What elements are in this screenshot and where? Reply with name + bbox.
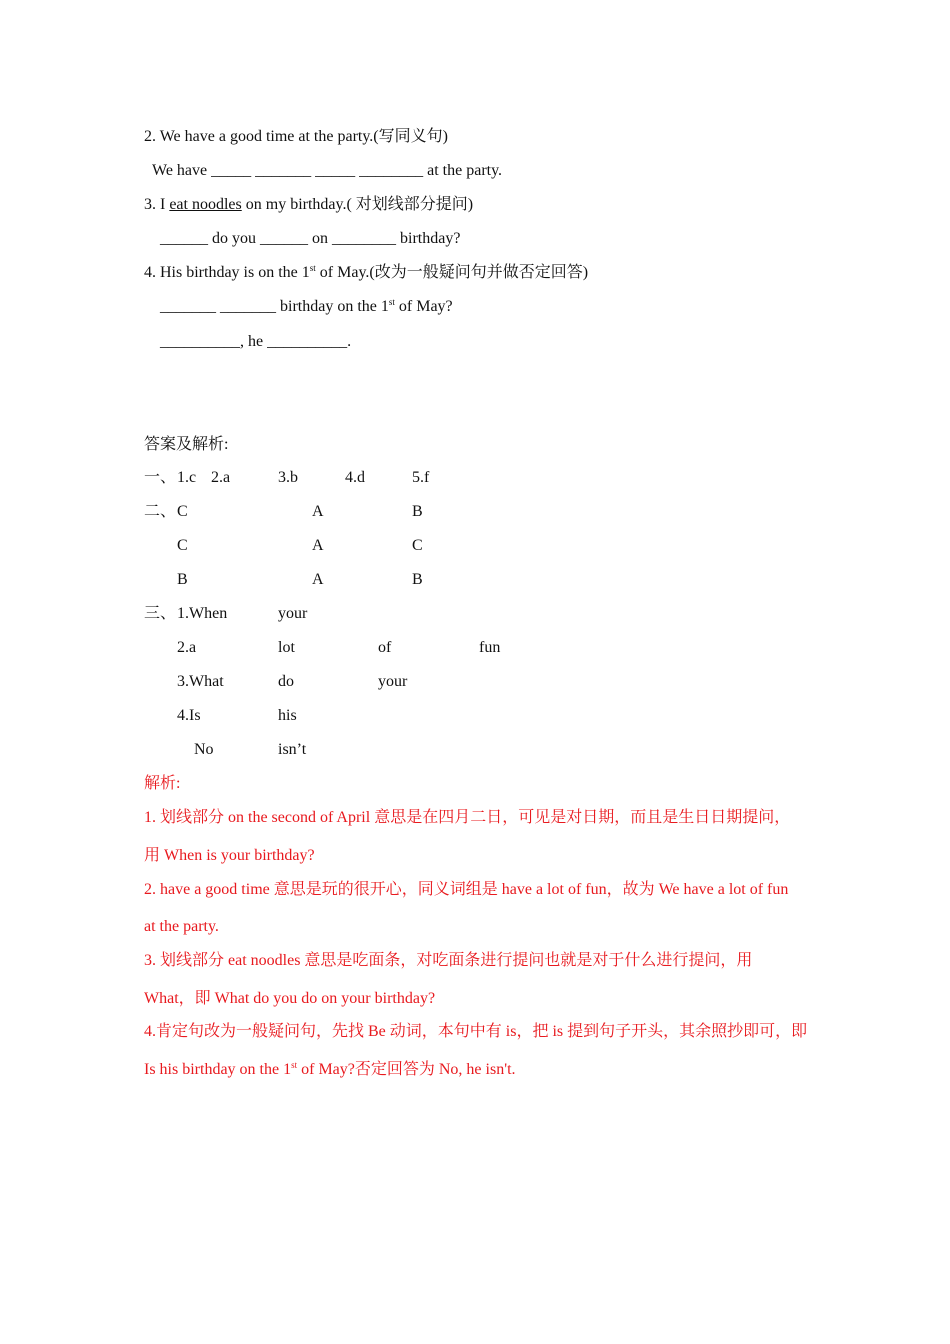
part3-answer: 2.a bbox=[177, 639, 197, 656]
q4-prompt: 4. His birthday is on the 1st of May.(改为一般疑问句并做否定回答) bbox=[144, 263, 589, 281]
part1-answer: 1.c bbox=[177, 469, 197, 486]
analysis-3-line-1: 3. 划线部分 eat noodles 意思是吃面条，对吃面条进行提问也就是对于什么进行提问，用 bbox=[144, 952, 753, 969]
part3-answer: 1.When bbox=[177, 605, 228, 622]
part3-answer: his bbox=[278, 707, 297, 724]
part3-label: 三、 bbox=[144, 605, 177, 622]
analysis-1-line-1: 1. 划线部分 on the second of April 意思是在四月二日，可见是对日期，而且是生日日期提问， bbox=[144, 809, 791, 826]
part3-answer: lot bbox=[278, 639, 295, 656]
part2-answer: C bbox=[412, 537, 423, 554]
part2-answer: B bbox=[412, 571, 423, 588]
part2-answer: B bbox=[412, 503, 423, 520]
part2-answer: A bbox=[312, 571, 324, 588]
part3-answer: 3.What bbox=[177, 673, 224, 690]
part3-answer: 4.Is bbox=[177, 707, 201, 724]
part3-answer: No bbox=[194, 741, 214, 758]
q2-blank-line: We have _____ _______ _____ ________ at the party. bbox=[152, 162, 503, 179]
part1-answer: 5.f bbox=[412, 469, 430, 486]
part2-answer: A bbox=[312, 537, 324, 554]
part1-answer: 2.a bbox=[211, 469, 231, 486]
part1-answer: 3.b bbox=[278, 469, 298, 486]
analysis-3-line-2: What，即 What do you do on your birthday? bbox=[144, 990, 436, 1007]
analysis-2-line-1: 2. have a good time 意思是玩的很开心，同义词组是 have a lot of fun，故为 We have a lot of fun bbox=[144, 881, 789, 898]
part2-label: 二、 bbox=[144, 503, 177, 520]
part3-answer: fun bbox=[479, 639, 501, 656]
part1-answer: 4.d bbox=[345, 469, 365, 486]
part2-answer: B bbox=[177, 571, 188, 588]
answers-heading: 答案及解析: bbox=[144, 436, 229, 453]
q3-prompt: 3. I eat noodles on my birthday.( 对划线部分提问) bbox=[144, 196, 474, 213]
part2-answer: A bbox=[312, 503, 324, 520]
q3-underlined-phrase: eat noodles bbox=[169, 196, 242, 213]
part2-answer: C bbox=[177, 537, 188, 554]
analysis-1-line-2: 用 When is your birthday? bbox=[144, 847, 315, 864]
analysis-4-line-1: 4.肯定句改为一般疑问句，先找 Be 动词，本句中有 is，把 is 提到句子开头，其余照抄即可，即 bbox=[144, 1023, 808, 1040]
part3-answer: isn’t bbox=[278, 741, 307, 758]
part3-answer: your bbox=[378, 673, 408, 690]
q4-blank-line-2: __________, he __________. bbox=[160, 333, 352, 350]
part2-answer: C bbox=[177, 503, 188, 520]
part1-label: 一、 bbox=[144, 469, 177, 486]
analysis-2-line-2: at the party. bbox=[144, 918, 219, 935]
q3-blank-line: ______ do you ______ on ________ birthday? bbox=[160, 230, 461, 247]
part3-answer: your bbox=[278, 605, 308, 622]
part3-answer: of bbox=[378, 639, 392, 656]
q2-prompt: 2. We have a good time at the party.(写同义句) bbox=[144, 128, 448, 145]
analysis-4-line-2: Is his birthday on the 1st of May?否定回答为 No, he isn't. bbox=[144, 1060, 516, 1078]
analysis-heading: 解析: bbox=[144, 775, 181, 792]
part3-answer: do bbox=[278, 673, 294, 690]
q4-blank-line-1: _______ _______ birthday on the 1st of May? bbox=[160, 297, 453, 315]
